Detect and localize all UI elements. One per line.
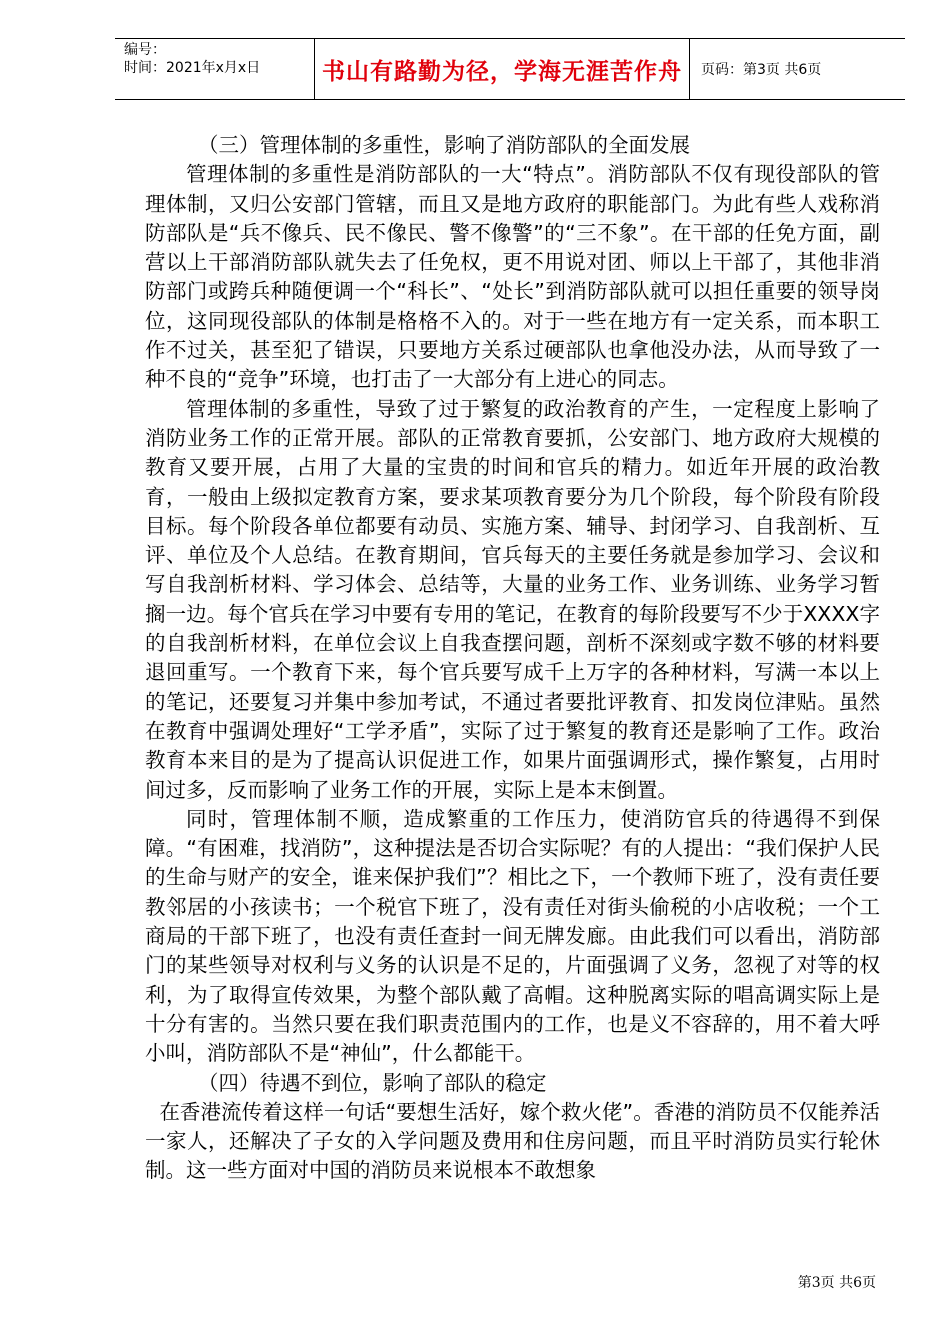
header-divider-right [689, 38, 690, 100]
page-header [115, 38, 905, 100]
header-page-info: 页码：第3页 共6页 [701, 62, 822, 78]
paragraph-4: 在香港流传着这样一句话“要想生活好，嫁个救火佬”。香港的消防员不仅能养活一家人，还解决了子女的入学问题及费用和住房问题，而且平时消防员实行轮休制。这一些方面对中国的消防员来说根本不敢想象 [145, 1099, 880, 1183]
paragraph-2: 管理体制的多重性，导致了过于繁复的政治教育的产生，一定程度上影响了消防业务工作的正常开展。部队的正常教育要抓，公安部门、地方政府大规模的教育又要开展，占用了大量的宝贵的时间和官兵的精力。如近年开展的政治教育，一般由上级拟定教育方案，要求某项教育要分为几个阶段，每个阶段有阶段目标。每个阶段各单位都要有动员、实施方案、辅导、封闭学习、自我剖析、互评、单位及个人总结。在教育期间，官兵每天的主要任务就是参加学习、会议和写自我剖析材料、学习体会、总结等，大量的业务工作、业务训练、业务学习暂搁一边。每个官兵在学习中要有专用的笔记，在教育的每阶段要写不少于XXXX字的自我剖析材料，在单位会议上自我查摆问题，剖析不深刻或字数不够的材料要退回重写。一个教育下来，每个官兵要写成千上万字的各种材料，写满一本以上的笔记，还要复习并集中参加考试，不通过者要批评教育、扣发岗位津贴。虽然在教育中强调处理好“工学矛盾”，实际了过于繁复的教育还是影响了工作。政治教育本来目的是为了提高认识促进工作，如果片面强调形式，操作繁复，占用时间过多，反而影响了业务工作的开展，实际上是本末倒置。 [145, 396, 880, 802]
document-body [145, 131, 880, 1186]
header-time-label: 时间：2021年x月x日 [124, 60, 261, 76]
section-heading-4: （四）待遇不到位，影响了部队的稳定 [198, 1070, 547, 1095]
header-number-label: 编号： [124, 42, 166, 58]
section-heading-3: （三）管理体制的多重性，影响了消防部队的全面发展 [198, 133, 690, 157]
paragraph-3: 同时，管理体制不顺，造成繁重的工作压力，使消防官兵的待遇得不到保障。“有困难，找消防”，这种提法是否切合实际呢？有的人提出：“我们保护人民的生命与财产的安全，谁来保护我们”？相比之下，一个教师下班了，没有责任要教邻居的小孩读书；一个税官下班了，没有责任对街头偷税的小店收税；一个工商局的干部下班了，也没有责任查封一间无牌发廊。由此我们可以看出，消防部门的某些领导对权利与义务的认识是不足的，片面强调了义务，忽视了对等的权利，为了取得宣传效果，为整个部队戴了高帽。这种脱离实际的唱高调实际上是十分有害的。当然只要在我们职责范围内的工作，也是义不容辞的，用不着大呼小叫，消防部队不是“神仙”，什么都能干。 [145, 806, 880, 1066]
header-meta [124, 41, 260, 77]
header-motto: 书山有路勤为径，学海无涯苦作舟 [322, 58, 682, 85]
page-footer: 第3页 共6页 [797, 1275, 876, 1291]
paragraph-1: 管理体制的多重性是消防部队的一大“特点”。消防部队不仅有现役部队的管理体制，又归公安部门管辖，而且又是地方政府的职能部门。为此有些人戏称消防部队是“兵不像兵、民不像民、警不像警”的“三不象”。在干部的任免方面，副营以上干部消防部队就失去了任免权，更不用说对团、师以上干部了，其他非消防部门或跨兵种随便调一个“科长”、“处长”到消防部队就可以担任重要的领导岗位，这同现役部队的体制是格格不入的。对于一些在地方有一定关系，而本职工作不过关，甚至犯了错误，只要地方关系过硬部队也拿他没办法，从而导致了一种不良的“竞争”环境，也打击了一大部分有上进心的同志。 [145, 162, 880, 392]
